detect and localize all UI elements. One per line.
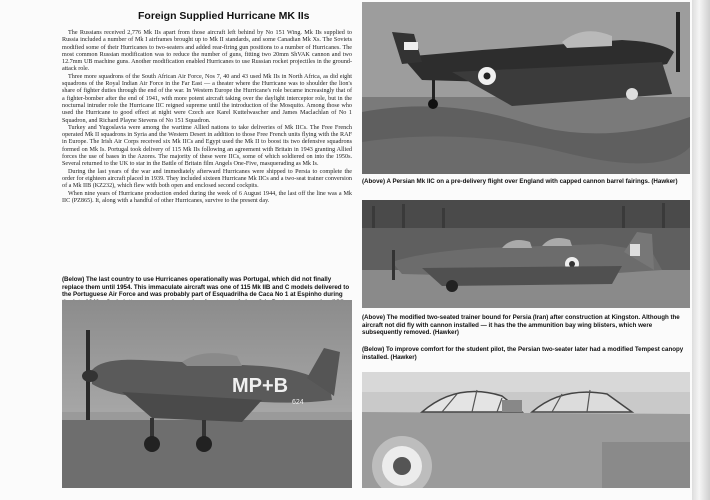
caption-two-seat-trainer: (Above) The modified two-seated trainer bound for Persia (Iran) after construction at Kingston. Although the aircraft not did fly with cannon installed — it has the the ammunition bay wing blisters, which were subsequently removed. (Hawker) xyxy=(362,314,680,337)
caption-persian-flight: (Above) A Persian Mk IIC on a pre-delivery flight over England with capped cannon barrel fairings. (Hawker) xyxy=(362,178,678,185)
article-body xyxy=(62,30,352,205)
caption-tempest-canopy: (Below) To improve comfort for the student pilot, the Persian two-seater later had a modified Tempest canopy installed. (Hawker) xyxy=(362,346,684,361)
paragraph: The Russians received 2,776 Mk IIs apart from those aircraft left behind by No 151 Wing. Mk IIs supplied to Russia included a number of Mk I airframes brought up to Mk II standards, and some Canadian Mk Xs. The Soviets modified some of their Hurricanes to two-seaters and added rear-firing gun positions to a number of Hurricanes. The most common Russian modification was to reduce the number of guns, fitting two 20mm ShVAK cannon and two 12.7mm UB machine guns. Another modification enabled Hurricanes to use Russian rocket projectiles in the ground-attack role. xyxy=(62,30,352,73)
caption-portugal: (Below) The last country to use Hurricanes operationally was Portugal, which did not finally replace them until 1954. This immaculate aircraft was one of 115 Mk IIB and C models delivered to the Portuguese Air Force and was probably part of Esquadrilha de Caca No 1 at Espinho during xyxy=(62,276,350,299)
paragraph: During the last years of the war and immediately afterward Hurricanes were shipped to Persia to complete the order for eighteen aircraft placed in 1939. They included sixteen Hurricane Mk IICs and a two-seat trainer conversion of a Mk IIB (KZ232), which flew with both open and enclosed second cockpits. xyxy=(62,168,352,190)
paragraph: When nine years of Hurricane production ended during the week of 6 August 1944, the last off the line was a Mk IIC (PZ865). It, along with a handful of other Hurricanes, survive to the present day. xyxy=(62,190,352,204)
aircraft-code: MP+B xyxy=(232,375,289,397)
page-spine xyxy=(692,0,710,500)
paragraph: Three more squadrons of the South African Air Force, Nos 7, 40 and 43 used Mk IIs in North Africa, as did eight squadrons of the Royal Indian Air Force in the Far East — a theater where the Hurricane was to shoulder the lion's share of fighter duties through the end of the war. In Western Europe the Hurricane's role became increasingly that of a fighter-bomber after the end of 1941, with more potent aircraft taking over the daylight interceptor role, but in the nocturnal intruder role the Hurricane IIC reigned supreme until the introduction of the Mosquito. Among those who used the Hurricane to good effect at night were Czech ace Karel Kuttelwascher and James Maclachlan of No 1 Squadron, and Richard Playne Stevens of No 151 Squadron. xyxy=(62,73,352,124)
article-title: Foreign Supplied Hurricane MK IIs xyxy=(138,10,310,22)
photo-tempest-canopy-trainer xyxy=(362,372,690,488)
photo-two-seat-trainer xyxy=(362,200,690,308)
aircraft-serial: 624 xyxy=(292,399,304,406)
photo-portuguese-hurricane xyxy=(62,300,352,488)
photo-persian-flight xyxy=(362,2,690,174)
paragraph: Turkey and Yugoslavia were among the wartime Allied nations to take deliveries of Mk IICs. The Free French operated Mk II squadrons in Syria and the Western Desert in addition to those Free French units flying with the RAF in Europe. The Irish Air Corps received six Mk IICs and Egypt used the Mk II to boost its two defensive squadrons formed on Mk Is. Portugal took delivery of 115 Mk IIs following an agreement with Britain in 1943 granting Allied forces the use of bases in the Azores. The majority of these were IICs, some of which soldiered on into the 1950s. Several returned to the UK to star in the Battle of Britain film Angels One-Five, masquerading as Mk Is. xyxy=(62,124,352,168)
